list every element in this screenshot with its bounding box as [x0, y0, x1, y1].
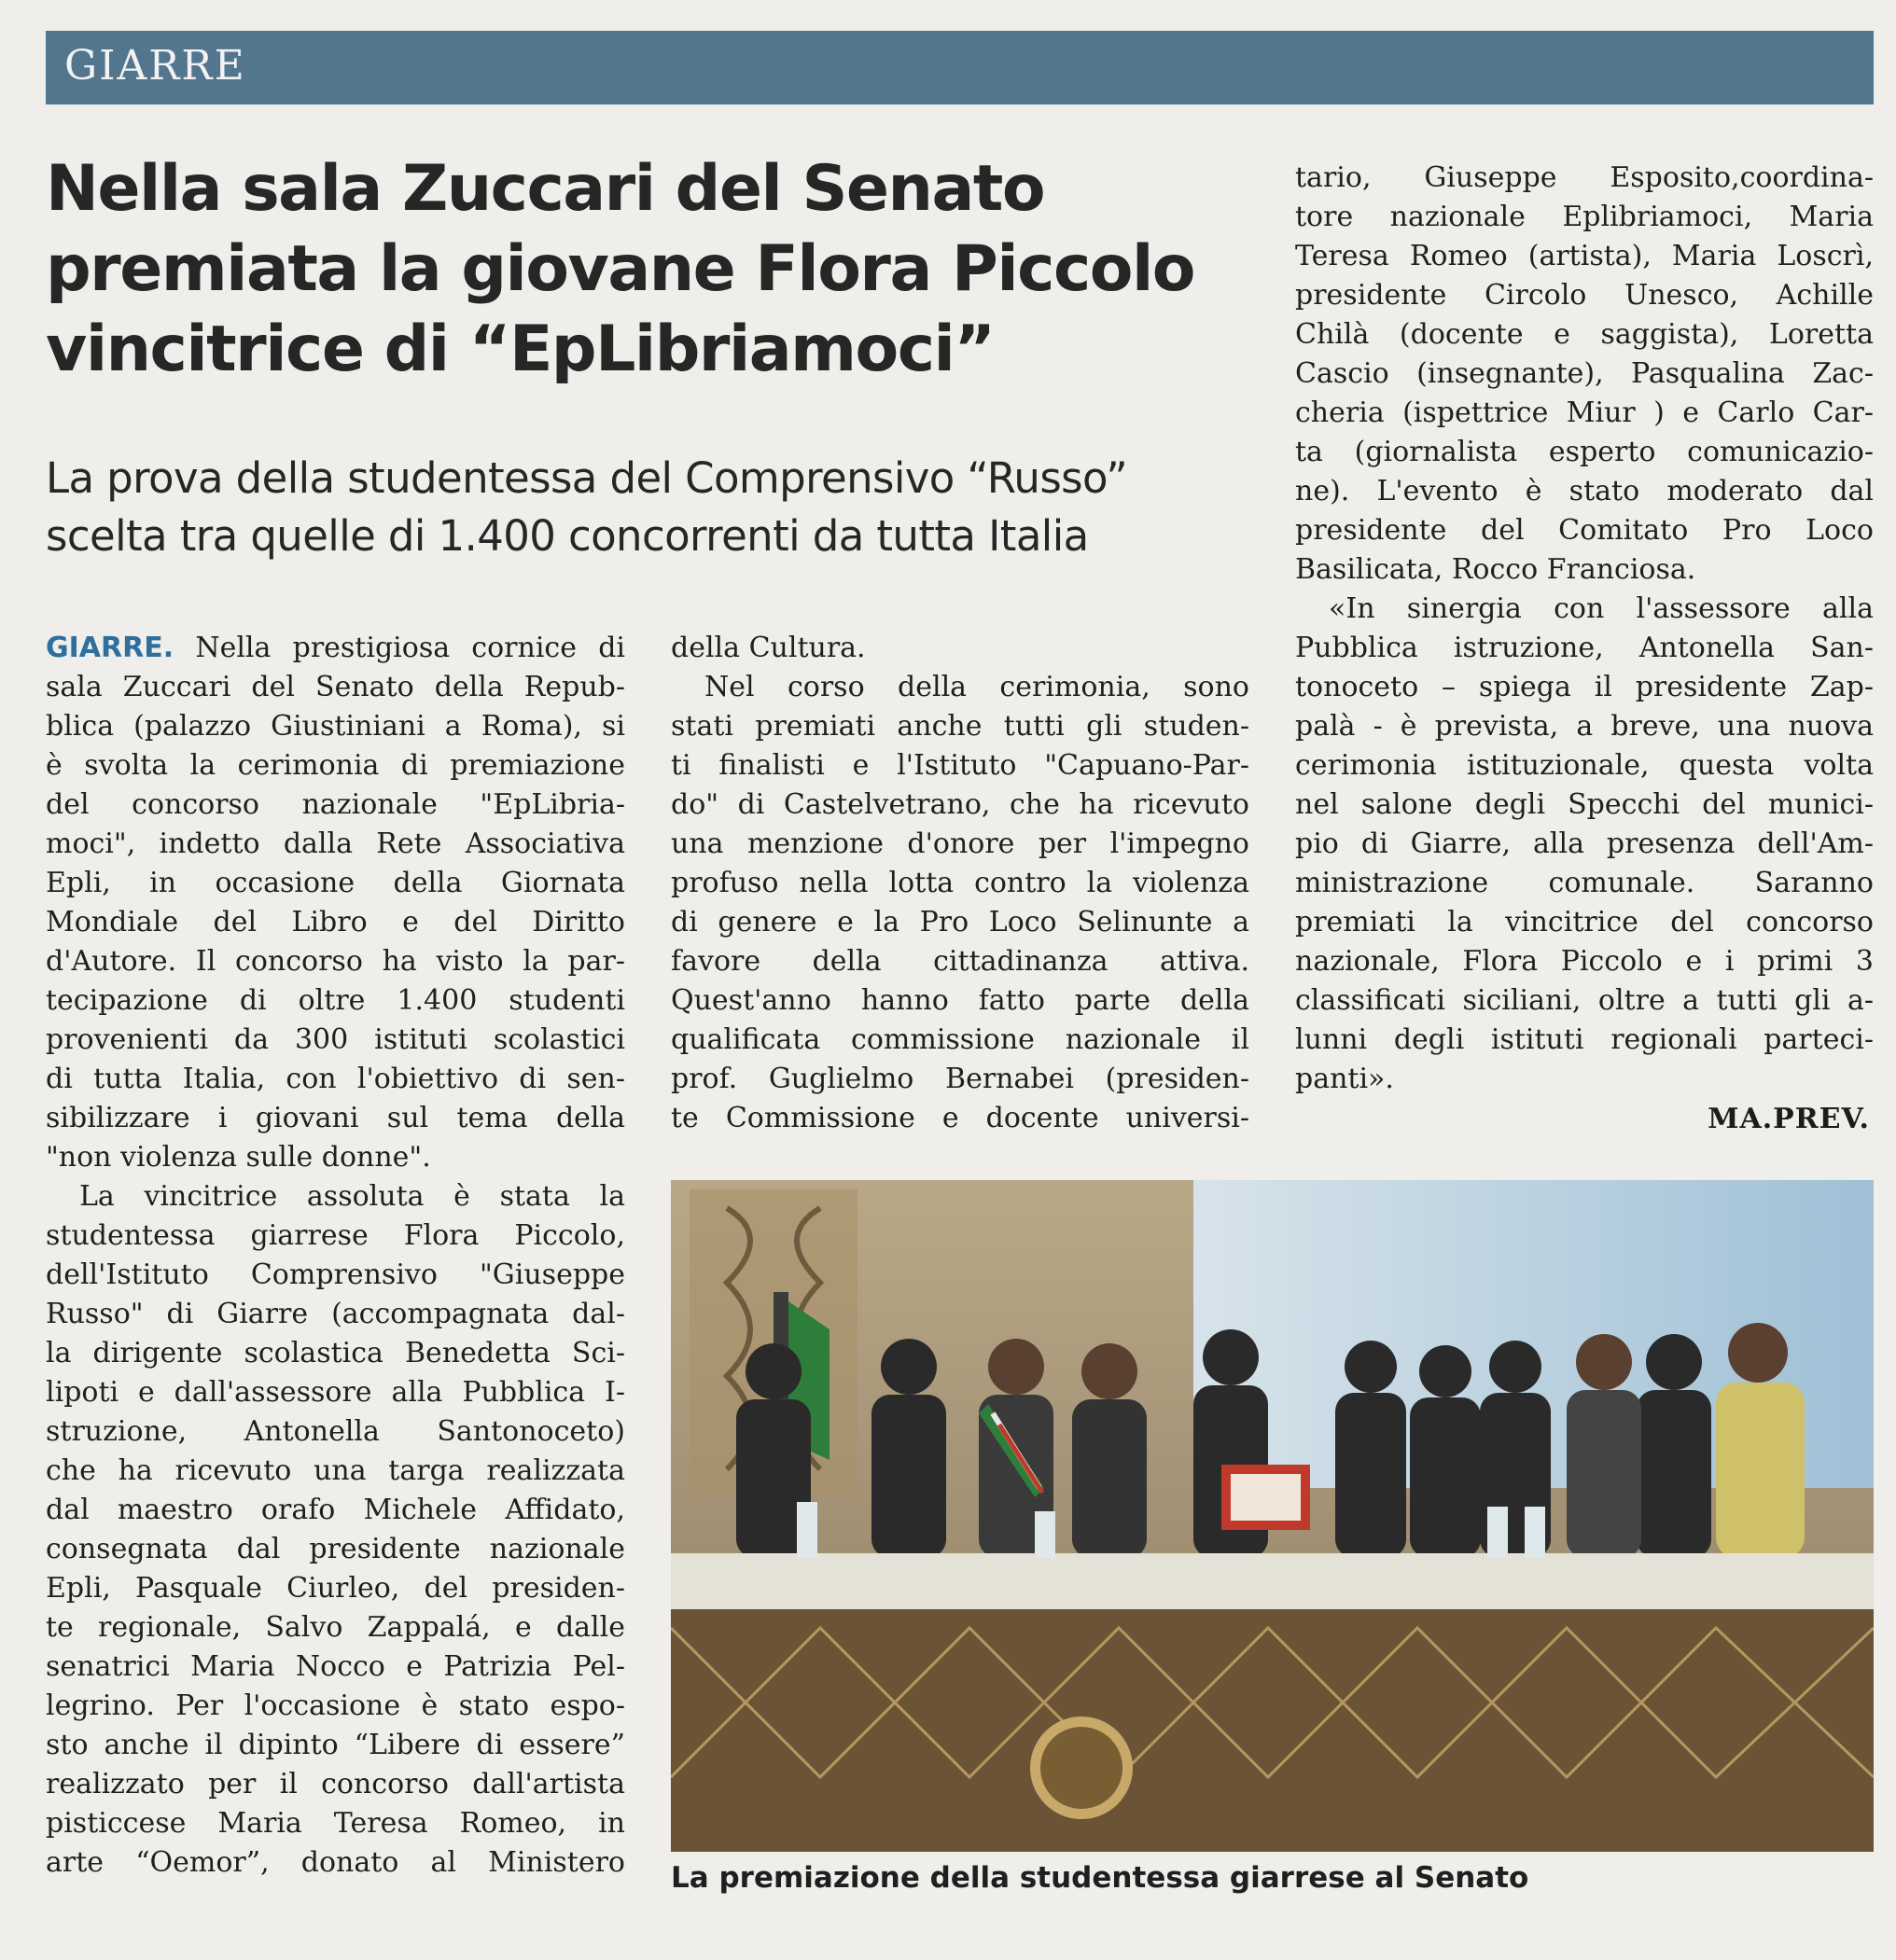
headline-line: vincitrice di “EpLibriamoci” [46, 313, 995, 386]
section-label: GIARRE [64, 42, 246, 90]
text-line: do" di Castelvetrano, che ha ricevuto [671, 788, 1249, 821]
text-line: ministrazione comunale. Saranno [1295, 867, 1874, 899]
text-line: tore nazionale Eplibriamoci, Maria [1295, 201, 1874, 233]
text-line: Nella prestigiosa cornice di [174, 632, 625, 664]
text-line: la dirigente scolastica Benedetta Sci- [46, 1337, 625, 1369]
text-line: sibilizzare i giovani sul tema della [46, 1102, 625, 1134]
text-line: favore della cittadinanza attiva. [671, 945, 1249, 978]
headline-line: premiata la giovane Flora Piccolo [46, 232, 1195, 306]
text-line: che ha ricevuto una targa realizzata [46, 1454, 625, 1487]
text-line: tecipazione di oltre 1.400 studenti [46, 984, 625, 1017]
text-line: palà - è prevista, a breve, una nuova [1295, 710, 1874, 743]
text-line: Teresa Romeo (artista), Maria Loscrì, [1295, 240, 1874, 272]
text-line: d'Autore. Il concorso ha visto la par- [46, 945, 625, 978]
text-line: ti finalisti e l'Istituto "Capuano-Par- [671, 749, 1249, 782]
text-line: «In sinergia con l'assessore alla [1329, 592, 1874, 625]
text-line: nazionale, Flora Piccolo e i primi 3 [1295, 945, 1874, 978]
text-line: dell'Istituto Comprensivo "Giuseppe [46, 1258, 625, 1291]
text-line: moci", indetto dalla Rete Associativa [46, 827, 625, 860]
ceremony-photo [671, 1180, 1874, 1852]
text-line: Basilicata, Rocco Franciosa. [1295, 553, 1696, 586]
text-line: una menzione d'onore per l'impegno [671, 827, 1249, 860]
text-line: è svolta la cerimonia di premiazione [46, 749, 625, 782]
text-line: blica (palazzo Giustiniani a Roma), si [46, 710, 625, 743]
text-line: Chilà (docente e saggista), Loretta [1295, 318, 1874, 351]
headline-line: Nella sala Zuccari del Senato [46, 152, 1045, 226]
subheadline-line: scelta tra quelle di 1.400 concorrenti da tutta Italia [46, 511, 1089, 561]
text-line: te Commissione e docente universi- [671, 1102, 1249, 1134]
text-line: Mondiale del Libro e del Diritto [46, 906, 625, 938]
text-line: premiati la vincitrice del concorso [1295, 906, 1874, 938]
text-line: dal maestro orafo Michele Affidato, [46, 1494, 625, 1526]
section-header-bar [46, 31, 1874, 104]
text-line: provenienti da 300 istituti scolastici [46, 1023, 625, 1056]
text-line: cheria (ispettrice Miur ) e Carlo Car- [1295, 396, 1874, 429]
text-line: presidente del Comitato Pro Loco [1295, 514, 1874, 547]
text-line: sala Zuccari del Senato della Repub- [46, 671, 625, 703]
article-column-3 [1295, 159, 1874, 1099]
text-line: Pubblica istruzione, Antonella San- [1295, 632, 1874, 664]
text-line: sto anche il dipinto “Libere di essere” [46, 1729, 625, 1761]
text-line: qualificata commissione nazionale il [671, 1023, 1249, 1056]
article-column-1 [46, 629, 625, 1883]
text-line: lunni degli istituti regionali parteci- [1295, 1023, 1874, 1056]
dateline: GIARRE. [46, 632, 174, 664]
text-line: del concorso nazionale "EpLibria- [46, 788, 625, 821]
text-line: studentessa giarrese Flora Piccolo, [46, 1219, 625, 1252]
text-line: La vincitrice assoluta è stata la [79, 1180, 625, 1213]
text-line: Epli, Pasquale Ciurleo, del presiden- [46, 1572, 625, 1605]
text-line: presidente Circolo Unesco, Achille [1295, 279, 1874, 312]
author-signature: MA.PREV. [1708, 1103, 1870, 1135]
text-line: Nel corso della cerimonia, sono [704, 671, 1249, 703]
text-line: arte “Oemor”, donato al Ministero [46, 1846, 625, 1879]
text-line: tario, Giuseppe Esposito,coordina- [1295, 161, 1874, 194]
text-line: Cascio (insegnante), Pasqualina Zac- [1295, 357, 1874, 390]
text-line: pio di Giarre, alla presenza dell'Am- [1295, 827, 1874, 860]
headline [46, 149, 1259, 390]
article-column-2 [671, 629, 1249, 1138]
text-line: consegnata dal presidente nazionale [46, 1533, 625, 1565]
text-line: della Cultura. [671, 632, 866, 664]
text-line: prof. Guglielmo Bernabei (presiden- [671, 1063, 1249, 1095]
text-line: Epli, in occasione della Giornata [46, 867, 625, 899]
text-line: nel salone degli Specchi del munici- [1295, 788, 1874, 821]
text-line: di tutta Italia, con l'obiettivo di sen- [46, 1063, 625, 1095]
subheadline [46, 450, 1268, 565]
subheadline-line: La prova della studentessa del Comprensivo “Russo” [46, 453, 1128, 503]
text-line: di genere e la Pro Loco Selinunte a [671, 906, 1249, 938]
text-line: classificati siciliani, oltre a tutti gli a- [1295, 984, 1874, 1017]
text-line: panti». [1295, 1063, 1394, 1095]
text-line: stati premiati anche tutti gli studen- [671, 710, 1249, 743]
text-line: lipoti e dall'assessore alla Pubblica I- [46, 1376, 625, 1409]
text-line: realizzato per il concorso dall'artista [46, 1768, 625, 1800]
text-line: Russo" di Giarre (accompagnata dal- [46, 1298, 625, 1330]
text-line: tonoceto – spiega il presidente Zap- [1295, 671, 1874, 703]
text-line: ne). L'evento è stato moderato dal [1295, 475, 1874, 507]
text-line: cerimonia istituzionale, questa volta [1295, 749, 1874, 782]
text-line: te regionale, Salvo Zappalá, e dalle [46, 1611, 625, 1644]
text-line: profuso nella lotta contro la violenza [671, 867, 1249, 899]
text-line: senatrici Maria Nocco e Patrizia Pel- [46, 1650, 625, 1683]
text-line: "non violenza sulle donne". [46, 1141, 431, 1174]
text-line: pisticcese Maria Teresa Romeo, in [46, 1807, 625, 1840]
text-line: Quest'anno hanno fatto parte della [671, 984, 1249, 1017]
photo-caption: La premiazione della studentessa giarrese al Senato [671, 1861, 1529, 1895]
text-line: ta (giornalista esperto comunicazio- [1295, 436, 1874, 468]
text-line: legrino. Per l'occasione è stato espo- [46, 1689, 625, 1722]
text-line: struzione, Antonella Santonoceto) [46, 1415, 625, 1448]
ceremony-photo-illustration [671, 1180, 1874, 1852]
